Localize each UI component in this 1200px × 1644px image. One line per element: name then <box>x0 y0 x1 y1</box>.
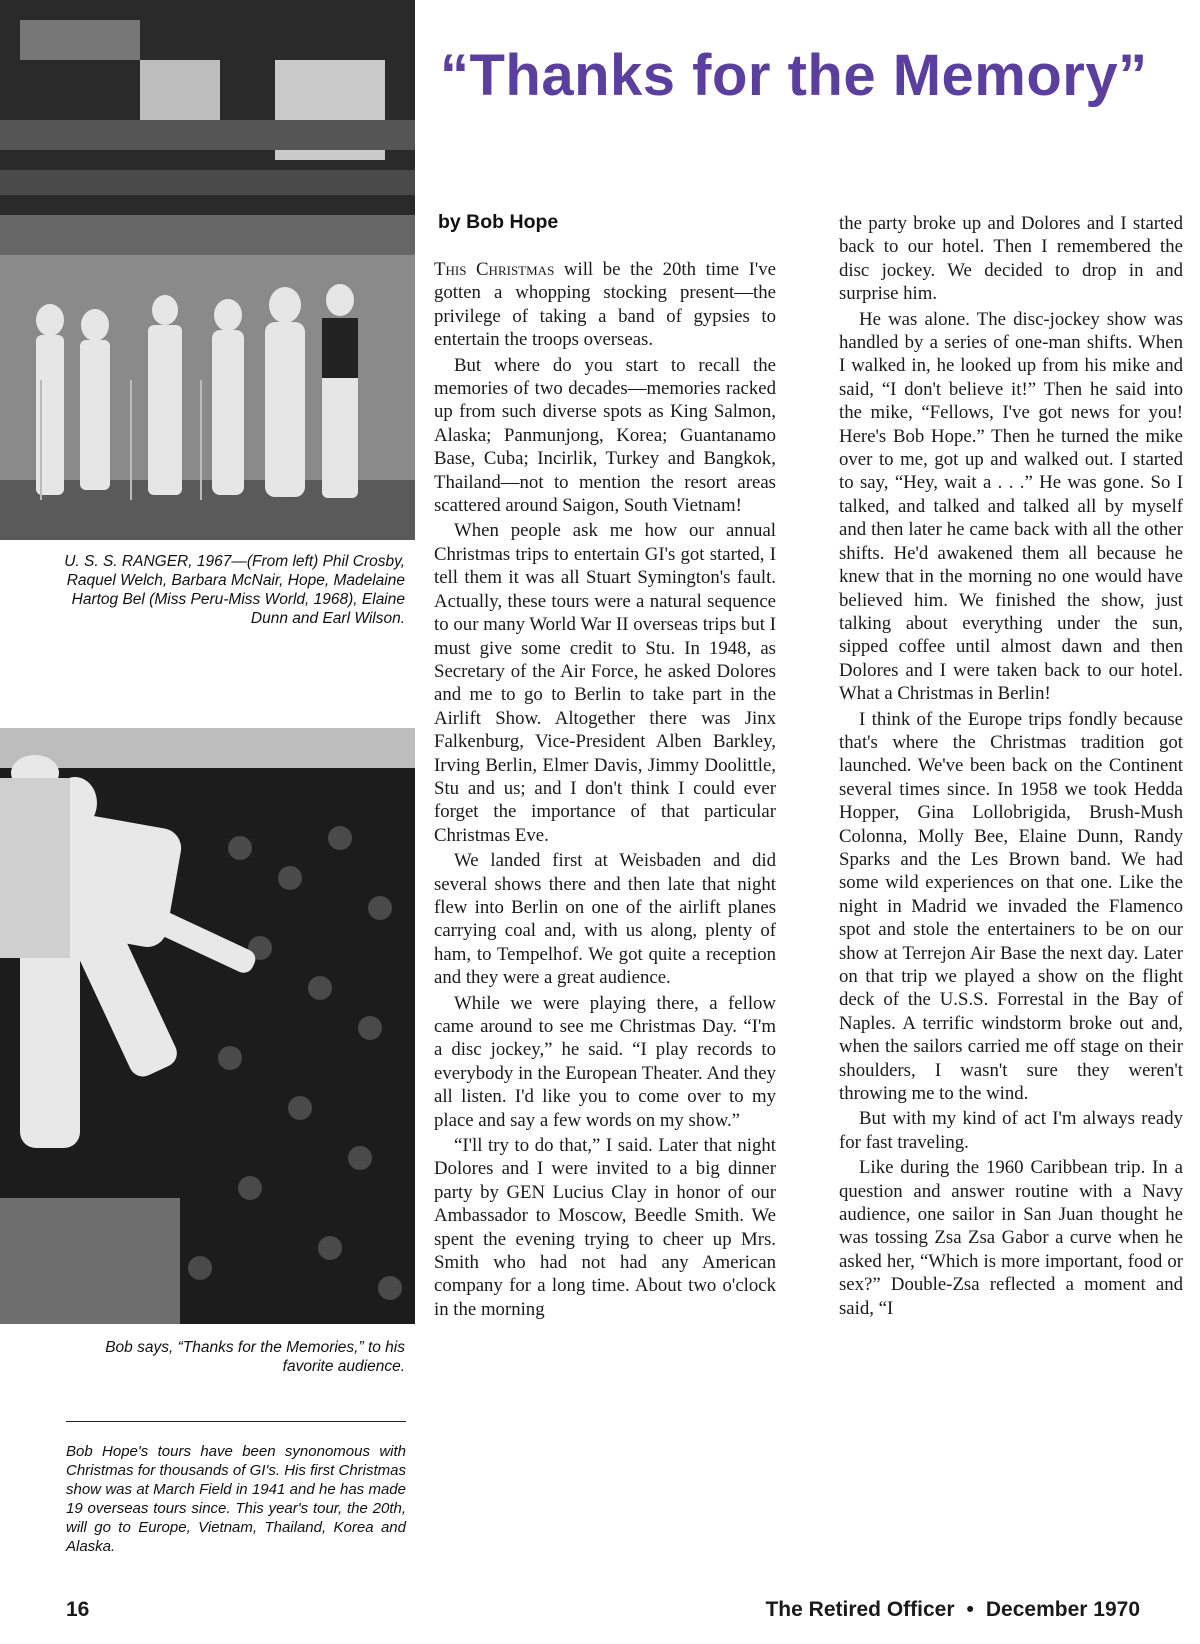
paragraph: But where do you start to recall the memories of two decades—memories racked up from such diverse spots as King Salmon, Alaska; Panmunjong, Korea; Guantanamo Base, Cuba; Incirlik, Turkey and Bangkok, Thailand—not to mention the resort areas scattered around Saigon, South Vietnam! <box>434 354 776 517</box>
paragraph: Like during the 1960 Caribbean trip. In a question and answer routine with a Navy audience, one sailor in San Juan thought he was tossing Zsa Zsa Gabor a curve when he asked her, “Which is more important, food or sex?” Double-Zsa reflected a moment and said, “I <box>839 1157 1183 1319</box>
paragraph: I think of the Europe trips fondly because that's where the Christmas tradition got launched. We've been back on the Continent several times since. In 1958 we took Hedda Hopper, Gina Lollobrigida, Brush-Mush Colonna, Molly Bee, Elaine Dunn, Randy Sparks and the Les Brown band. We had some wild experiences on that one. Like the night in Madrid we invaded the Flamenco spot and stole the entertainers to be on our show at Terrejon Air Base the next day. Later on that trip we played a show on the flight deck of the U.S.S. Forrestal in the Bay of Naples. A terrific windstorm broke out and, when the sailors carried me off stage on their shoulders, I wasn't sure they weren't throwing me to the wind. <box>839 708 1183 1105</box>
byline: by Bob Hope <box>438 211 559 233</box>
paragraph <box>434 258 776 352</box>
photo-hope-crowd-image <box>0 728 415 1324</box>
paragraph-text: will be the 20th time I've gotten a whopping stocking present—the privilege of taking a band of gypsies to entertain the troops overseas. <box>434 259 776 351</box>
paragraph: We landed first at Weisbaden and did several shows there and then late that night flew into Berlin on one of the airlift planes carrying coal and, with us along, plenty of ham, to Tempelhof. We got quite a reception and they were a great audience. <box>434 850 776 989</box>
paragraph: He was alone. The disc-jockey show was handled by a series of one-man shifts. When I walked in, he looked up from his mike and said, “I don't believe it!” Then he said into the mike, “Fellows, I've got news for you! Here's Bob Hope.” Then he turned the mike over to me, got up and walked out. I started to say, “Hey, wait a . . .” He was gone. So I talked, and talked and talked all by myself and then later he came back with all the other shifts. He'd awakened them all because he knew that in the morning no one would have believed him. We finished the show, just talking about everything under the sun, sipped coffee until almost dawn and then Dolores and I were taken back to our hotel. What a Christmas in Berlin! <box>839 308 1183 705</box>
paragraph: But with my kind of act I'm always ready for fast traveling. <box>839 1108 1183 1153</box>
page-number: 16 <box>66 1598 90 1621</box>
paragraph: When people ask me how our annual Christmas trips to entertain GI's got started, I tell them it was all Stuart Symington's fault. Actually, these tours were a natural sequence to our many World War II overseas trips but I must give some credit to Stu. In 1948, as Secretary of the Air Force, he asked Dolores and me to go to Berlin to take part in the Airlift Show. Altogether there was Jinx Falkenburg, Vice-President Alben Barkley, Irving Berlin, Elmer Davis, Jimmy Doolittle, Stu and us; and I don't think I could ever forget the importance of that particular Christmas Eve. <box>434 520 776 846</box>
caption-ranger: U. S. S. RANGER, 1967—(From left) Phil Crosby, Raquel Welch, Barbara McNair, Hope, Madelaine Hartog Bel (Miss Peru-Miss World, 1968), Elaine Dunn and Earl Wilson. <box>64 553 405 627</box>
sidebar-note: Bob Hope's tours have been synonomous with Christmas for thousands of GI's. His first Christmas show was at March Field in 1941 and he has made 19 overseas tours since. This year's tour, the 20th, will go to Europe, Vietnam, Thailand, Korea and Alaska. <box>66 1443 406 1555</box>
photo-hope-crowd <box>0 728 415 1324</box>
page-footer <box>765 1598 1140 1622</box>
photo-ranger-image <box>0 0 415 540</box>
sidebar-divider <box>66 1421 406 1422</box>
caption-hope-crowd: Bob says, “Thanks for the Memories,” to his favorite audience. <box>105 1339 405 1375</box>
article-column-1 <box>434 258 776 1323</box>
paragraph: While we were playing there, a fellow came around to see me Christmas Day. “I'm a disc jockey,” he said. “I play records to everybody in the European Theater. And they all listen. I'd like you to come over to my place and say a few words on my show.” <box>434 992 776 1131</box>
footer-separator: • <box>966 1598 974 1621</box>
footer-date: December 1970 <box>985 1598 1140 1621</box>
photo-ranger-performers <box>0 0 415 540</box>
article-column-2 <box>839 212 1183 1322</box>
paragraph: “I'll try to do that,” I said. Later that night Dolores and I were invited to a big dinner party by GEN Lucius Clay in honor of our Ambassador to Moscow, Beedle Smith. We spent the evening trying to cheer up Mrs. Smith who had not had any American company for a long time. About two o'clock in the morning <box>434 1135 776 1320</box>
paragraph: the party broke up and Dolores and I started back to our hotel. Then I remembered the disc jockey. We decided to drop in and surprise him. <box>839 213 1183 305</box>
footer-publication: The Retired Officer <box>765 1598 955 1621</box>
lead-caps: This Christmas <box>434 259 555 280</box>
article-title: “Thanks for the Memory” <box>440 43 1148 108</box>
